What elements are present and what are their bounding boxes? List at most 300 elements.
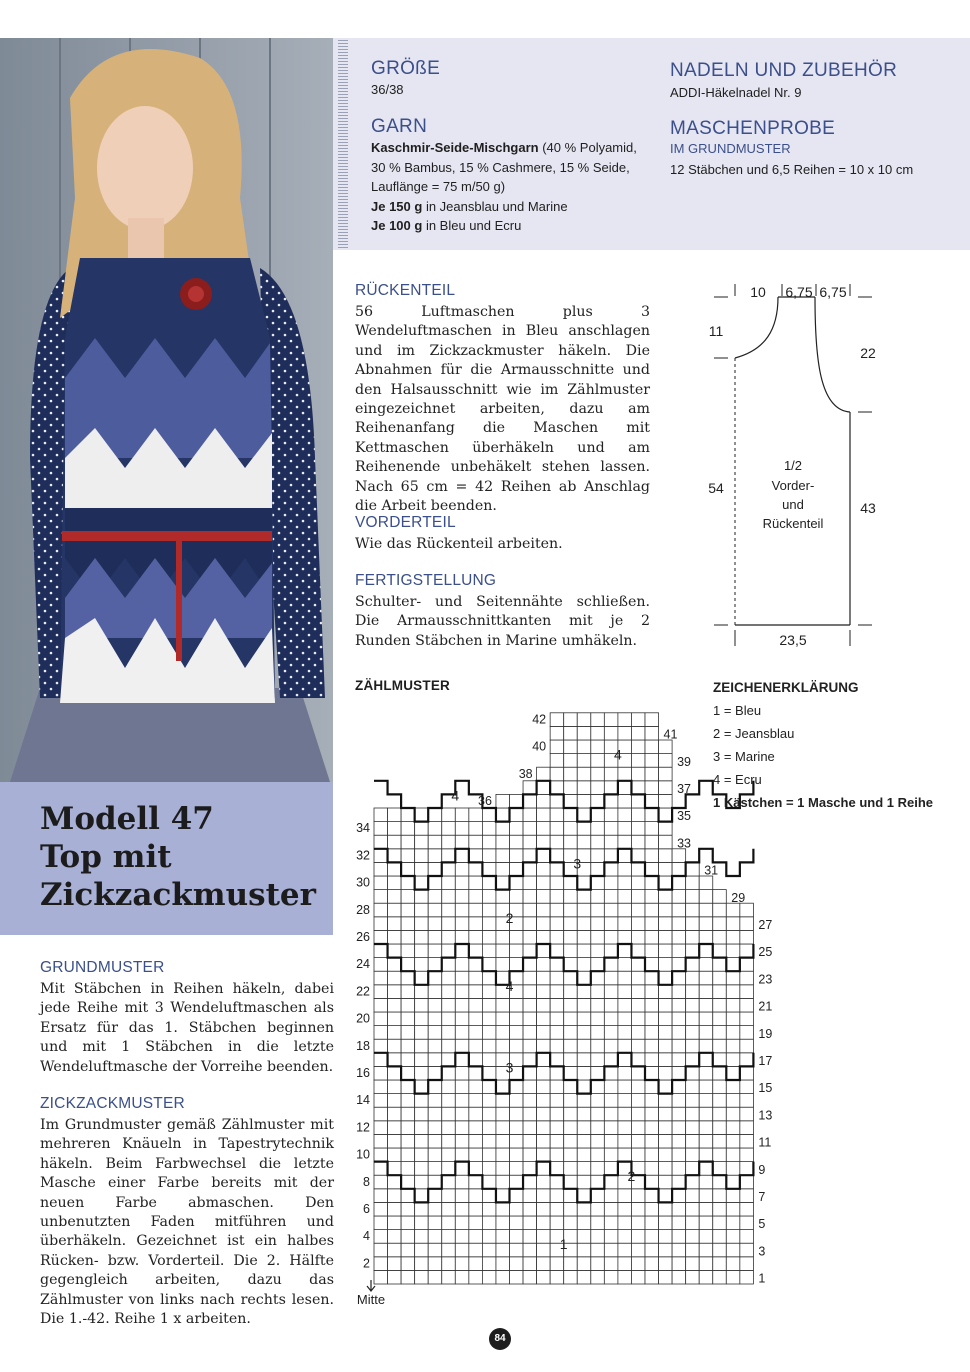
- chart-cell: [740, 1053, 754, 1067]
- chart-cell: [713, 903, 727, 917]
- chart-cell: [645, 1230, 659, 1244]
- chart-cell: [455, 1053, 469, 1067]
- chart-cell: [482, 1148, 496, 1162]
- chart-cell: [726, 1026, 740, 1040]
- chart-cell: [428, 985, 442, 999]
- chart-cell: [510, 1094, 524, 1108]
- chart-cell: [577, 944, 591, 958]
- chart-cell: [482, 822, 496, 836]
- chart-cell: [510, 1175, 524, 1189]
- chart-cell: [550, 1162, 564, 1176]
- chart-cell: [726, 1012, 740, 1026]
- chart-cell: [591, 1053, 605, 1067]
- chart-cell: [550, 740, 564, 754]
- chart-cell: [686, 1243, 700, 1257]
- chart-cell: [550, 1012, 564, 1026]
- chart-cell: [550, 890, 564, 904]
- chart-cell: [388, 1148, 402, 1162]
- chart-cell: [604, 1053, 618, 1067]
- chart-cell: [604, 781, 618, 795]
- chart-cell: [537, 1270, 551, 1284]
- chart-cell: [631, 1230, 645, 1244]
- chart-cell: [577, 726, 591, 740]
- chart-cell: [618, 794, 632, 808]
- chart-cell: [496, 835, 510, 849]
- chart-cell: [618, 808, 632, 822]
- chart-cell: [401, 958, 415, 972]
- chart-cell: [564, 808, 578, 822]
- chart-cell: [564, 971, 578, 985]
- chart-cell: [482, 903, 496, 917]
- basic-pattern-heading: GRUNDMUSTER: [40, 959, 165, 976]
- chart-cell: [482, 876, 496, 890]
- chart-cell: [482, 835, 496, 849]
- chart-cell: [537, 958, 551, 972]
- chart-cell: [415, 985, 429, 999]
- chart-cell: [415, 835, 429, 849]
- chart-cell: [577, 985, 591, 999]
- chart-cell: [577, 767, 591, 781]
- chart-cell: [577, 1094, 591, 1108]
- chart-cell: [645, 1189, 659, 1203]
- chart-cell: [672, 1012, 686, 1026]
- chart-cell: [672, 1257, 686, 1271]
- chart-cell: [631, 903, 645, 917]
- chart-cell: [740, 930, 754, 944]
- chart-cell: [374, 1257, 388, 1271]
- model-title-line1: Top mit: [40, 839, 172, 875]
- chart-cell: [523, 1243, 537, 1257]
- chart-cell: [455, 1243, 469, 1257]
- chart-cell: [428, 862, 442, 876]
- chart-cell: [686, 1080, 700, 1094]
- chart-cell: [374, 849, 388, 863]
- chart-cell: [618, 917, 632, 931]
- chart-cell: [726, 1202, 740, 1216]
- chart-cell: [415, 849, 429, 863]
- chart-cell: [550, 917, 564, 931]
- chart-cell: [672, 1121, 686, 1135]
- chart-cell: [740, 1134, 754, 1148]
- chart-cell: [577, 1148, 591, 1162]
- chart-cell: [455, 1107, 469, 1121]
- chart-cell: [713, 1026, 727, 1040]
- chart-cell: [564, 726, 578, 740]
- chart-cell: [537, 1216, 551, 1230]
- chart-cell: [686, 903, 700, 917]
- chart-cell: [510, 1189, 524, 1203]
- chart-cell: [713, 985, 727, 999]
- chart-cell: [537, 781, 551, 795]
- row-label-left: 8: [363, 1174, 370, 1189]
- chart-cell: [482, 1202, 496, 1216]
- chart-cell: [699, 1162, 713, 1176]
- chart-cell: [713, 1107, 727, 1121]
- chart-cell: [740, 1243, 754, 1257]
- chart-cell: [388, 1257, 402, 1271]
- chart-cell: [618, 849, 632, 863]
- chart-cell: [550, 1189, 564, 1203]
- chart-cell: [415, 944, 429, 958]
- chart-cell: [550, 944, 564, 958]
- row-label-left: 30: [356, 875, 370, 890]
- chart-cell: [510, 1270, 524, 1284]
- chart-cell: [631, 1012, 645, 1026]
- chart-cell: [537, 985, 551, 999]
- chart-cell: [631, 890, 645, 904]
- row-label-right: 1: [758, 1271, 766, 1286]
- chart-cell: [564, 1012, 578, 1026]
- chart-cell: [672, 903, 686, 917]
- row-label-left: 2: [363, 1256, 370, 1271]
- chart-cell: [591, 985, 605, 999]
- chart-cell: [726, 998, 740, 1012]
- chart-cell: [740, 971, 754, 985]
- chart-cell: [442, 1148, 456, 1162]
- chart-cell: [686, 985, 700, 999]
- piece-label-4: Rückenteil: [762, 516, 824, 531]
- chart-cell: [442, 849, 456, 863]
- chart-cell: [672, 1053, 686, 1067]
- chart-cell: [726, 1094, 740, 1108]
- chart-cell: [564, 822, 578, 836]
- chart-cell: [618, 1039, 632, 1053]
- chart-cell: [374, 1189, 388, 1203]
- chart-cell: [713, 1202, 727, 1216]
- chart-cell: [469, 1134, 483, 1148]
- chart-cell: [455, 958, 469, 972]
- chart-cell: [496, 1162, 510, 1176]
- chart-cell: [523, 862, 537, 876]
- chart-cell: [537, 767, 551, 781]
- chart-cell: [442, 998, 456, 1012]
- chart-cell: [537, 862, 551, 876]
- chart-cell: [659, 890, 673, 904]
- chart-cell: [726, 903, 740, 917]
- chart-cell: [740, 1094, 754, 1108]
- chart-cell: [564, 930, 578, 944]
- chart-cell: [631, 917, 645, 931]
- chart-cell: [388, 1162, 402, 1176]
- chart-cell: [604, 958, 618, 972]
- chart-cell: [455, 917, 469, 931]
- chart-cell: [415, 1094, 429, 1108]
- row-label-left: 38: [518, 766, 533, 781]
- row-label-left: 40: [532, 739, 547, 754]
- chart-cell: [537, 1066, 551, 1080]
- chart-cell: [469, 1121, 483, 1135]
- chart-cell: [591, 1216, 605, 1230]
- chart-cell: [591, 1080, 605, 1094]
- chart-cell: [659, 1107, 673, 1121]
- chart-cell: [577, 1080, 591, 1094]
- zigzag-text: Im Grundmuster gemäß Zählmuster mit mehreren Knäueln in Tapestrytechnik häkeln. Beim Farbwechsel die letzte Masche einer Farbe bereits mit der neuen Farbe abmaschen. Den unbenutzten Faden mitführen und überhäkeln. Gezeichnet ist ein halbes Rücken- bzw. Vorderteil. Die 2. Hälfte gegengleich arbeiten, dazu das Zählmuster von links nach rechts lesen. Die 1.-42. Reihe 1 x arbeiten.: [40, 1117, 334, 1328]
- chart-cell: [469, 985, 483, 999]
- chart-cell: [604, 1243, 618, 1257]
- row-label-right: 37: [677, 782, 692, 797]
- chart-cell: [591, 1121, 605, 1135]
- chart-cell: [659, 876, 673, 890]
- chart-cell: [482, 1162, 496, 1176]
- chart-cell: [415, 862, 429, 876]
- row-label-left: 4: [363, 1229, 370, 1244]
- chart-cell: [455, 930, 469, 944]
- chart-cell: [686, 944, 700, 958]
- chart-cell: [374, 835, 388, 849]
- chart-cell: [699, 1216, 713, 1230]
- chart-cell: [374, 998, 388, 1012]
- chart-cell: [496, 998, 510, 1012]
- chart-cell: [401, 985, 415, 999]
- chart-cell: [482, 1066, 496, 1080]
- size-value: 36/38: [371, 82, 404, 97]
- chart-cell: [645, 1134, 659, 1148]
- chart-cell: [672, 917, 686, 931]
- chart-cell: [564, 1162, 578, 1176]
- chart-cell: [482, 1053, 496, 1067]
- chart-cell: [740, 917, 754, 931]
- chart-cell: [645, 998, 659, 1012]
- chart-cell: [618, 1189, 632, 1203]
- chart-cell: [604, 903, 618, 917]
- chart-cell: [618, 1094, 632, 1108]
- chart-cell: [482, 1189, 496, 1203]
- chart-cell: [388, 1080, 402, 1094]
- chart-cell: [604, 767, 618, 781]
- chart-cell: [469, 971, 483, 985]
- chart-cell: [564, 944, 578, 958]
- chart-cell: [455, 862, 469, 876]
- chart-cell: [374, 1012, 388, 1026]
- chart-cell: [374, 1094, 388, 1108]
- chart-cell: [659, 767, 673, 781]
- chart-cell: [482, 849, 496, 863]
- chart-cell: [550, 971, 564, 985]
- chart-cell: [672, 1107, 686, 1121]
- chart-cell: [496, 944, 510, 958]
- chart-cell: [699, 1012, 713, 1026]
- chart-cell: [645, 1243, 659, 1257]
- chart-cell: [374, 862, 388, 876]
- chart-cell: [428, 958, 442, 972]
- chart-cell: [510, 1162, 524, 1176]
- row-label-left: 28: [356, 902, 370, 917]
- chart-cell: [537, 1162, 551, 1176]
- chart-cell: [564, 890, 578, 904]
- chart-cell: [740, 1202, 754, 1216]
- chart-cell: [672, 958, 686, 972]
- chart-cell: [510, 1243, 524, 1257]
- chart-cell: [428, 1257, 442, 1271]
- chart-cell: [591, 903, 605, 917]
- chart-cell: [496, 1080, 510, 1094]
- chart-cell: [726, 1270, 740, 1284]
- chart-cell: [726, 1066, 740, 1080]
- chart-cell: [740, 1216, 754, 1230]
- chart-cell: [510, 1134, 524, 1148]
- chart-cell: [469, 1012, 483, 1026]
- chart-cell: [659, 808, 673, 822]
- chart-cell: [550, 835, 564, 849]
- chart-cell: [699, 1257, 713, 1271]
- chart-cell: [672, 1039, 686, 1053]
- chart-cell: [713, 1243, 727, 1257]
- chart-cell: [482, 1107, 496, 1121]
- chart-cell: [428, 1134, 442, 1148]
- chart-cell: [591, 726, 605, 740]
- chart-cell: [374, 971, 388, 985]
- chart-cell: [537, 1175, 551, 1189]
- chart-cell: [577, 1270, 591, 1284]
- chart-cell: [618, 1053, 632, 1067]
- chart-cell: [618, 1080, 632, 1094]
- chart-cell: [523, 1257, 537, 1271]
- chart-cell: [401, 1121, 415, 1135]
- chart-cell: [699, 1202, 713, 1216]
- zone-color-label: 3: [505, 1059, 514, 1076]
- chart-cell: [496, 1094, 510, 1108]
- chart-cell: [401, 930, 415, 944]
- chart-cell: [672, 1270, 686, 1284]
- row-label-right: 7: [758, 1190, 766, 1205]
- chart-cell: [469, 1202, 483, 1216]
- chart-cell: [740, 1148, 754, 1162]
- chart-cell: [686, 1202, 700, 1216]
- chart-cell: [523, 1162, 537, 1176]
- chart-cell: [496, 794, 510, 808]
- chart-cell: [455, 1202, 469, 1216]
- chart-cell: [455, 1039, 469, 1053]
- chart-cell: [401, 917, 415, 931]
- chart-cell: [374, 822, 388, 836]
- chart-cell: [482, 1270, 496, 1284]
- chart-cell: [469, 1216, 483, 1230]
- chart-cell: [401, 1026, 415, 1040]
- chart-cell: [604, 985, 618, 999]
- chart-cell: [686, 958, 700, 972]
- chart-heading: ZÄHLMUSTER: [355, 678, 450, 693]
- chart-cell: [455, 808, 469, 822]
- chart-cell: [645, 958, 659, 972]
- chart-cell: [496, 1121, 510, 1135]
- chart-cell: [550, 849, 564, 863]
- chart-cell: [496, 1257, 510, 1271]
- chart-cell: [631, 1121, 645, 1135]
- chart-cell: [415, 1162, 429, 1176]
- chart-cell: [726, 917, 740, 931]
- chart-cell: [713, 930, 727, 944]
- chart-cell: [686, 998, 700, 1012]
- chart-cell: [604, 1039, 618, 1053]
- chart-cell: [631, 1148, 645, 1162]
- chart-cell: [401, 1039, 415, 1053]
- chart-cell: [455, 1094, 469, 1108]
- chart-cell: [455, 1012, 469, 1026]
- chart-cell: [455, 985, 469, 999]
- chart-cell: [713, 1175, 727, 1189]
- chart-cell: [740, 1189, 754, 1203]
- chart-cell: [591, 1257, 605, 1271]
- chart-cell: [604, 1148, 618, 1162]
- chart-cell: [550, 1080, 564, 1094]
- chart-cell: [388, 876, 402, 890]
- chart-cell: [510, 822, 524, 836]
- chart-cell: [604, 1107, 618, 1121]
- row-label-right: 3: [758, 1244, 766, 1259]
- chart-cell: [442, 1189, 456, 1203]
- chart-cell: [523, 1121, 537, 1135]
- needles-heading: NADELN UND ZUBEHÖR: [670, 60, 898, 81]
- chart-cell: [537, 890, 551, 904]
- chart-cell: [604, 1230, 618, 1244]
- finishing-heading: FERTIGSTELLUNG: [355, 572, 497, 589]
- chart-cell: [564, 998, 578, 1012]
- chart-cell: [713, 1121, 727, 1135]
- dim-armhole: 22: [860, 345, 876, 361]
- chart-cell: [672, 998, 686, 1012]
- chart-cell: [455, 1162, 469, 1176]
- chart-cell: [740, 1257, 754, 1271]
- chart-cell: [631, 1039, 645, 1053]
- chart-cell: [388, 890, 402, 904]
- chart-cell: [591, 1162, 605, 1176]
- chart-cell: [740, 998, 754, 1012]
- chart-cell: [699, 1053, 713, 1067]
- chart-cell: [428, 1080, 442, 1094]
- chart-cell: [469, 1243, 483, 1257]
- chart-cell: [523, 1175, 537, 1189]
- chart-cell: [659, 930, 673, 944]
- chart-cell: [645, 713, 659, 727]
- chart-cell: [659, 1202, 673, 1216]
- chart-cell: [699, 1175, 713, 1189]
- chart-cell: [631, 1026, 645, 1040]
- chart-cell: [401, 890, 415, 904]
- chart-cell: [374, 958, 388, 972]
- chart-cell: [415, 822, 429, 836]
- chart-cell: [645, 917, 659, 931]
- chart-cell: [591, 876, 605, 890]
- chart-cell: [591, 1094, 605, 1108]
- chart-cell: [428, 903, 442, 917]
- chart-cell: [523, 1026, 537, 1040]
- chart-cell: [604, 1216, 618, 1230]
- zone-color-label: 2: [627, 1168, 636, 1185]
- chart-cell: [496, 1216, 510, 1230]
- chart-cell: [401, 1148, 415, 1162]
- chart-cell: [537, 1189, 551, 1203]
- chart-cell: [428, 1121, 442, 1135]
- chart-cell: [672, 862, 686, 876]
- chart-cell: [523, 998, 537, 1012]
- chart-cell: [631, 726, 645, 740]
- chart-cell: [726, 985, 740, 999]
- chart-cell: [699, 1026, 713, 1040]
- chart-cell: [659, 944, 673, 958]
- chart-cell: [740, 1121, 754, 1135]
- chart-cell: [482, 917, 496, 931]
- chart-cell: [564, 1270, 578, 1284]
- chart-cell: [469, 958, 483, 972]
- chart-cell: [523, 1202, 537, 1216]
- chart-cell: [577, 890, 591, 904]
- chart-cell: [442, 862, 456, 876]
- chart-cell: [401, 998, 415, 1012]
- chart-cell: [415, 1134, 429, 1148]
- chart-cell: [618, 1012, 632, 1026]
- chart-cell: [401, 1107, 415, 1121]
- chart-cell: [496, 1270, 510, 1284]
